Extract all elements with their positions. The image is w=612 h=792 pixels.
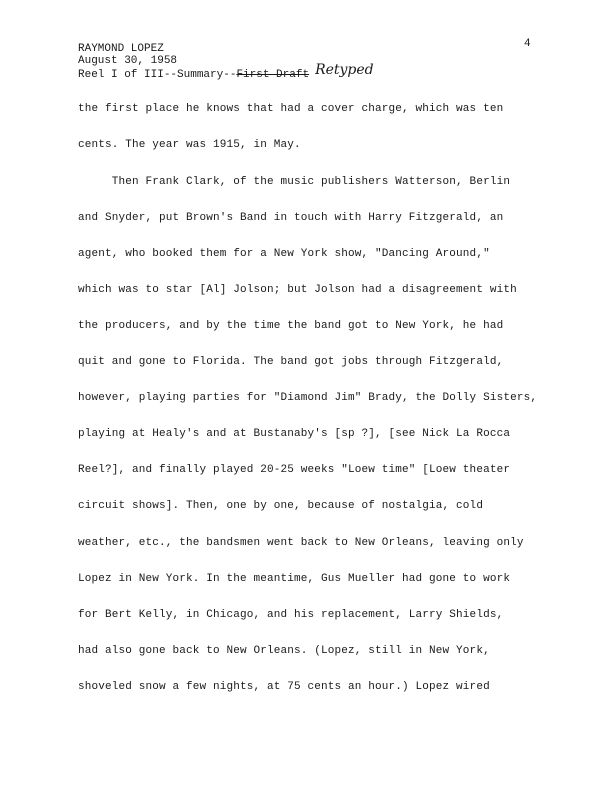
reel-info: Reel I of III--Summary-- <box>78 69 237 81</box>
body-line: which was to star [Al] Jolson; but Jolson had a disagreement with <box>78 284 517 296</box>
interview-date: August 30, 1958 <box>78 55 178 67</box>
body-line: cents. The year was 1915, in May. <box>78 139 301 151</box>
body-line: and Snyder, put Brown's Band in touch with Harry Fitzgerald, an <box>78 212 504 224</box>
body-line: however, playing parties for "Diamond Jim" Brady, the Dolly Sisters, <box>78 392 538 404</box>
body-line: had also gone back to New Orleans. (Lopez, still in New York, <box>78 645 490 657</box>
body-line: playing at Healy's and at Bustanaby's [sp ?], [see Nick La Rocca <box>78 428 511 440</box>
struck-draft-label: First Draft <box>236 69 310 81</box>
reel-info-line <box>78 62 374 81</box>
body-line: Lopez in New York. In the meantime, Gus Mueller had gone to work <box>78 573 511 585</box>
body-line: for Bert Kelly, in Chicago, and his replacement, Larry Shields, <box>78 609 504 621</box>
body-line: Then Frank Clark, of the music publishers Watterson, Berlin <box>78 176 511 188</box>
body-line: agent, who booked them for a New York show, "Dancing Around," <box>78 248 490 260</box>
body-line: Reel?], and finally played 20-25 weeks "Loew time" [Loew theater <box>78 464 511 476</box>
body-line: quit and gone to Florida. The band got jobs through Fitzgerald, <box>78 356 504 368</box>
handwritten-note: Retyped <box>315 62 374 78</box>
body-line: circuit shows]. Then, one by one, because of nostalgia, cold <box>78 500 484 512</box>
body-line: shoveled snow a few nights, at 75 cents an hour.) Lopez wired <box>78 681 490 693</box>
body-line: the producers, and by the time the band got to New York, he had <box>78 320 504 332</box>
document-header <box>78 43 374 81</box>
page-number: 4 <box>524 38 531 50</box>
body-line: weather, etc., the bandsmen went back to New Orleans, leaving only <box>78 537 524 549</box>
interviewee-name: RAYMOND LOPEZ <box>78 43 164 55</box>
body-line: the first place he knows that had a cover charge, which was ten <box>78 103 504 115</box>
